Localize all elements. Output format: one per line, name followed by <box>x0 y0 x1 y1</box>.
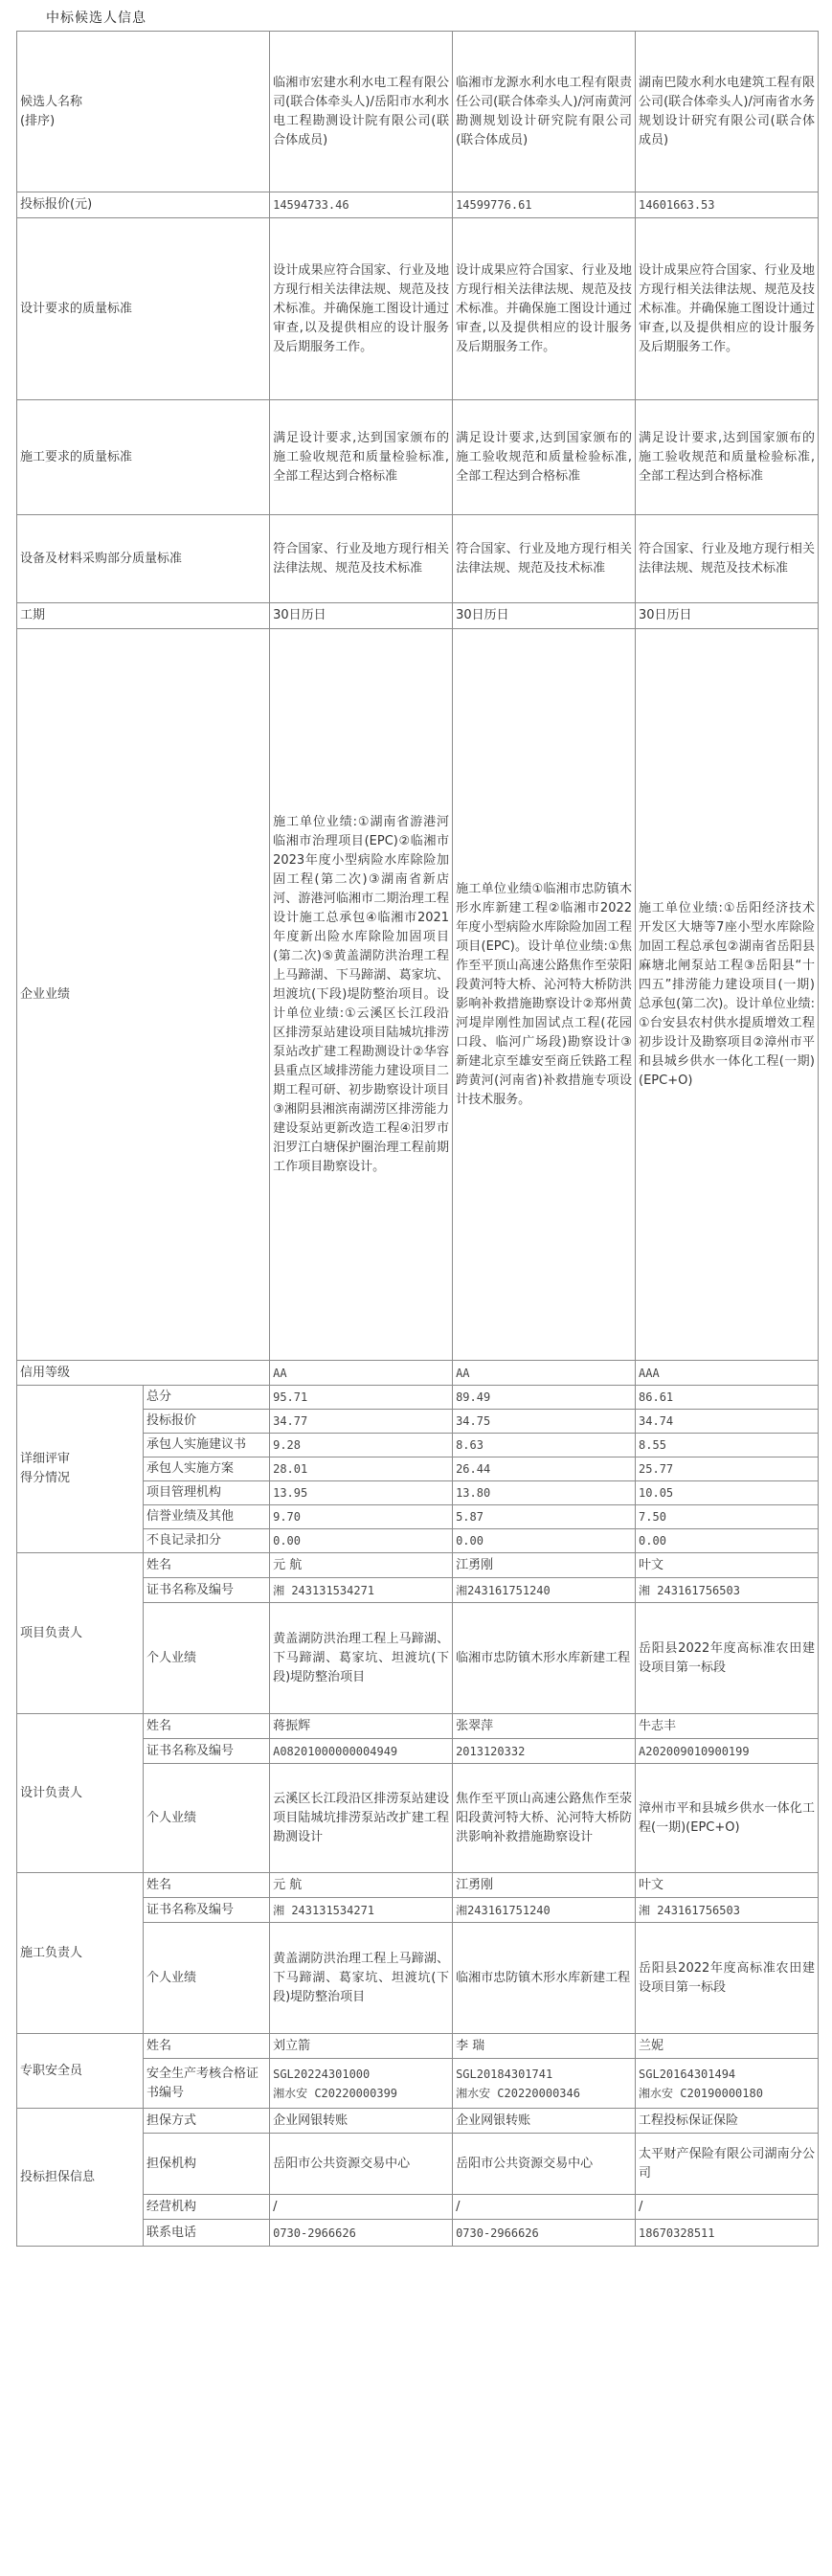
candidate-3-design-quality: 设计成果应符合国家、行业及地方现行相关法律法规、规范及技术标准。并确保施工图设计通过审查,以及提供相应的设计服务及后期服务工作。 <box>636 218 819 400</box>
safety-cert-line-1: SGL20164301494 <box>639 2067 736 2081</box>
label-guarantee: 投标担保信息 <box>17 2109 144 2247</box>
candidate-1-safety-officer-name: 刘立箭 <box>270 2034 453 2059</box>
candidate-3-guarantee-method: 工程投标保证保险 <box>636 2109 819 2134</box>
label-bid-price: 投标报价(元) <box>17 192 270 218</box>
label-period: 工期 <box>17 603 270 629</box>
row-guarantee-method <box>17 2109 819 2134</box>
candidate-2-bid-price: 14599776.61 <box>453 192 636 218</box>
candidate-3-score: 0.00 <box>636 1529 819 1553</box>
candidate-2-construction-leader-perf: 临湘市忠防镇木形水库新建工程 <box>453 1923 636 2034</box>
candidate-1-design-leader-name: 蒋振辉 <box>270 1714 453 1739</box>
candidate-3-design-leader-perf: 漳州市平和县城乡供水一体化工程(一期)(EPC+O) <box>636 1764 819 1873</box>
candidate-2-score: 5.87 <box>453 1505 636 1529</box>
label-guarantee-field: 经营机构 <box>144 2195 270 2220</box>
label-construction-leader: 施工负责人 <box>17 1873 144 2034</box>
candidate-1-guarantee-phone: 0730-2966626 <box>270 2220 453 2247</box>
candidate-1-guarantee-institution: 岳阳市公共资源交易中心 <box>270 2134 453 2195</box>
candidate-2-score: 13.80 <box>453 1481 636 1505</box>
candidate-3-credit: AAA <box>636 1361 819 1386</box>
candidate-2-design-leader-cert: 2013120332 <box>453 1739 636 1764</box>
candidate-2-period: 30日历日 <box>453 603 636 629</box>
label-person-perf: 个人业绩 <box>144 1603 270 1714</box>
candidate-1-guarantee-method: 企业网银转账 <box>270 2109 453 2134</box>
row-equipment-quality <box>17 515 819 603</box>
label-score-group: 详细评审 得分情况 <box>17 1386 144 1553</box>
candidate-3-construction-leader-cert: 湘 243161756503 <box>636 1898 819 1923</box>
label-score-item: 信誉业绩及其他 <box>144 1505 270 1529</box>
candidate-2-credit: AA <box>453 1361 636 1386</box>
candidate-2-guarantee-method: 企业网银转账 <box>453 2109 636 2134</box>
candidate-2-performance: 施工单位业绩①临湘市忠防镇木形水库新建工程②临湘市2022年度小型病险水库除险加固工程项目(EPC)。设计单位业绩:①焦作至平顶山高速公路焦作至荥阳段黄河特大桥、沁河特大桥防洪影响补救措施勘察设计②郑州黄河堤岸刚性加固试点工程(花园口段、临河广场段)勘察设计③新建北京至雄安至商丘铁路工程跨黄河(河南省)补救措施专项设计技术服务。 <box>453 629 636 1361</box>
label-person-name: 姓名 <box>144 1714 270 1739</box>
candidate-3-guarantee-institution: 太平财产保险有限公司湖南分公司 <box>636 2134 819 2195</box>
row-period <box>17 603 819 629</box>
label-person-cert: 证书名称及编号 <box>144 1898 270 1923</box>
candidate-2-score: 0.00 <box>453 1529 636 1553</box>
candidate-3-safety-officer-cert <box>636 2059 819 2109</box>
candidate-1-guarantee-operator: / <box>270 2195 453 2220</box>
candidate-1-credit: AA <box>270 1361 453 1386</box>
candidate-3-design-leader-name: 牛志丰 <box>636 1714 819 1739</box>
candidate-1-design-leader-perf: 云溪区长江段沿区排涝泵站建设项目陆城坑排涝泵站改扩建工程勘测设计 <box>270 1764 453 1873</box>
candidate-1-score: 34.77 <box>270 1410 453 1434</box>
row-design-leader-name <box>17 1714 819 1739</box>
candidate-1-period: 30日历日 <box>270 603 453 629</box>
label-project-leader: 项目负责人 <box>17 1553 144 1714</box>
candidate-1-score: 9.70 <box>270 1505 453 1529</box>
candidate-3-name: 湖南巴陵水利水电建筑工程有限公司(联合体牵头人)/河南省水务规划设计研究有限公司(联合体成员) <box>636 32 819 192</box>
label-design-quality: 设计要求的质量标准 <box>17 218 270 400</box>
row-score-total <box>17 1386 819 1410</box>
candidate-3-score: 86.61 <box>636 1386 819 1410</box>
safety-cert-line-2: 湘水安 C20220000399 <box>273 2086 398 2100</box>
candidate-3-construction-quality: 满足设计要求,达到国家颁布的施工验收规范和质量检验标准,全部工程达到合格标准 <box>636 400 819 515</box>
label-score-item: 投标报价 <box>144 1410 270 1434</box>
candidate-3-guarantee-phone: 18670328511 <box>636 2220 819 2247</box>
section-caption: 中标候选人信息 <box>46 11 146 26</box>
candidate-1-construction-leader-cert: 湘 243131534271 <box>270 1898 453 1923</box>
row-performance <box>17 629 819 1361</box>
candidate-2-equipment-quality: 符合国家、行业及地方现行相关法律法规、规范及技术标准 <box>453 515 636 603</box>
label-person-perf: 个人业绩 <box>144 1923 270 2034</box>
safety-cert-line-2: 湘水安 C20220000346 <box>456 2086 580 2100</box>
candidate-2-construction-leader-name: 江勇刚 <box>453 1873 636 1898</box>
label-safety-officer: 专职安全员 <box>17 2034 144 2109</box>
candidate-3-design-leader-cert: A202009010900199 <box>636 1739 819 1764</box>
candidate-1-score: 95.71 <box>270 1386 453 1410</box>
candidate-2-name: 临湘市龙源水利水电工程有限责任公司(联合体牵头人)/河南黄河勘测规划设计研究院有限公司(联合体成员) <box>453 32 636 192</box>
candidate-1-safety-officer-cert <box>270 2059 453 2109</box>
candidate-3-construction-leader-perf: 岳阳县2022年度高标准农田建设项目第一标段 <box>636 1923 819 2034</box>
row-construction-leader-name <box>17 1873 819 1898</box>
label-person-cert: 证书名称及编号 <box>144 1739 270 1764</box>
candidate-1-score: 28.01 <box>270 1457 453 1481</box>
candidate-2-score: 8.63 <box>453 1434 636 1457</box>
candidate-3-score: 7.50 <box>636 1505 819 1529</box>
candidate-2-score: 89.49 <box>453 1386 636 1410</box>
candidate-2-design-quality: 设计成果应符合国家、行业及地方现行相关法律法规、规范及技术标准。并确保施工图设计通过审查,以及提供相应的设计服务及后期服务工作。 <box>453 218 636 400</box>
label-performance: 企业业绩 <box>17 629 270 1361</box>
candidate-3-period: 30日历日 <box>636 603 819 629</box>
candidate-2-safety-officer-name: 李 瑞 <box>453 2034 636 2059</box>
label-score-item: 承包人实施建议书 <box>144 1434 270 1457</box>
safety-cert-line-1: SGL20184301741 <box>456 2067 553 2081</box>
candidate-2-project-leader-name: 江勇刚 <box>453 1553 636 1578</box>
candidate-1-score: 13.95 <box>270 1481 453 1505</box>
candidate-1-performance: 施工单位业绩:①湖南省游港河临湘市治理项目(EPC)②临湘市2023年度小型病险水库除险加固工程(第二次)③湖南省新店河、游港河临湘市二期治理工程设计施工总承包④临湘市2021年度新出险水库除险加固项目(第二次)⑤黄盖湖防洪治理工程上马蹄湖、下马蹄湖、葛家坑、坦渡坑(下段)堤防整治项目。设计单位业绩:①云溪区长江段沿区排涝泵站建设项目陆城坑排涝泵站改扩建工程勘测设计②华容县重点区域排涝能力建设项目二期工程可研、初步勘察设计项目③湘阴县湘滨南湖涝区排涝能力建设泵站更新改造工程④汨罗市汨罗江白塘保护圈治理工程前期工作项目勘察设计。 <box>270 629 453 1361</box>
label-guarantee-field: 担保方式 <box>144 2109 270 2134</box>
label-person-name: 姓名 <box>144 1873 270 1898</box>
candidate-3-safety-officer-name: 兰妮 <box>636 2034 819 2059</box>
candidate-3-score: 25.77 <box>636 1457 819 1481</box>
candidate-2-guarantee-institution: 岳阳市公共资源交易中心 <box>453 2134 636 2195</box>
candidate-3-construction-leader-name: 叶文 <box>636 1873 819 1898</box>
candidate-2-guarantee-phone: 0730-2966626 <box>453 2220 636 2247</box>
candidate-1-design-leader-cert: A0820100000000494​9 <box>270 1739 453 1764</box>
label-construction-quality: 施工要求的质量标准 <box>17 400 270 515</box>
candidate-3-bid-price: 14601663.53 <box>636 192 819 218</box>
candidate-2-guarantee-operator: / <box>453 2195 636 2220</box>
label-equipment-quality: 设备及材料采购部分质量标准 <box>17 515 270 603</box>
row-candidate-name <box>17 32 819 192</box>
candidate-1-project-leader-cert: 湘 243131534271 <box>270 1578 453 1603</box>
bid-candidates-table <box>16 31 819 2247</box>
candidate-1-bid-price: 14594733.46 <box>270 192 453 218</box>
candidate-2-project-leader-perf: 临湘市忠防镇木形水库新建工程 <box>453 1603 636 1714</box>
safety-cert-line-2: 湘水安 C20190000180 <box>639 2086 763 2100</box>
candidate-3-project-leader-perf: 岳阳县2022年度高标准农田建设项目第一标段 <box>636 1603 819 1714</box>
candidate-1-construction-leader-perf: 黄盖湖防洪治理工程上马蹄湖、下马蹄湖、葛家坑、坦渡坑(下段)堤防整治项目 <box>270 1923 453 2034</box>
label-guarantee-field: 联系电话 <box>144 2220 270 2247</box>
candidate-2-construction-quality: 满足设计要求,达到国家颁布的施工验收规范和质量检验标准,全部工程达到合格标准 <box>453 400 636 515</box>
candidate-2-design-leader-name: 张翠萍 <box>453 1714 636 1739</box>
row-design-quality <box>17 218 819 400</box>
label-guarantee-field: 担保机构 <box>144 2134 270 2195</box>
candidate-1-project-leader-perf: 黄盖湖防洪治理工程上马蹄湖、下马蹄湖、葛家坑、坦渡坑(下段)堤防整治项目 <box>270 1603 453 1714</box>
candidate-1-score: 0.00 <box>270 1529 453 1553</box>
row-safety-officer-name <box>17 2034 819 2059</box>
candidate-1-equipment-quality: 符合国家、行业及地方现行相关法律法规、规范及技术标准 <box>270 515 453 603</box>
candidate-1-construction-leader-name: 元 航 <box>270 1873 453 1898</box>
candidate-1-name: 临湘市宏建水利水电工程有限公司(联合体牵头人)/岳阳市水利水电工程勘测设计院有限公司(联合体成员) <box>270 32 453 192</box>
label-candidate-name: 候选人名称 (排序) <box>17 32 270 192</box>
candidate-1-design-quality: 设计成果应符合国家、行业及地方现行相关法律法规、规范及技术标准。并确保施工图设计通过审查,以及提供相应的设计服务及后期服务工作。 <box>270 218 453 400</box>
candidate-3-score: 10.05 <box>636 1481 819 1505</box>
candidate-2-score: 34.75 <box>453 1410 636 1434</box>
label-score-item: 承包人实施方案 <box>144 1457 270 1481</box>
label-person-name: 姓名 <box>144 2034 270 2059</box>
candidate-1-construction-quality: 满足设计要求,达到国家颁布的施工验收规范和质量检验标准,全部工程达到合格标准 <box>270 400 453 515</box>
label-person-cert: 证书名称及编号 <box>144 1578 270 1603</box>
candidate-2-project-leader-cert: 湘243161751240 <box>453 1578 636 1603</box>
candidate-2-design-leader-perf: 焦作至平顶山高速公路焦作至荥阳段黄河特大桥、沁河特大桥防洪影响补救措施勘察设计 <box>453 1764 636 1873</box>
candidate-3-score: 8.55 <box>636 1434 819 1457</box>
candidate-3-guarantee-operator: / <box>636 2195 819 2220</box>
candidate-3-project-leader-cert: 湘 243161756503 <box>636 1578 819 1603</box>
candidate-2-score: 26.44 <box>453 1457 636 1481</box>
candidate-3-equipment-quality: 符合国家、行业及地方现行相关法律法规、规范及技术标准 <box>636 515 819 603</box>
label-score-item: 不良记录扣分 <box>144 1529 270 1553</box>
candidate-2-construction-leader-cert: 湘243161751240 <box>453 1898 636 1923</box>
row-credit <box>17 1361 819 1386</box>
label-person-name: 姓名 <box>144 1553 270 1578</box>
safety-cert-line-1: SGL20224301000 <box>273 2067 371 2081</box>
candidate-1-project-leader-name: 元 航 <box>270 1553 453 1578</box>
candidate-2-safety-officer-cert <box>453 2059 636 2109</box>
label-credit: 信用等级 <box>17 1361 270 1386</box>
label-person-perf: 个人业绩 <box>144 1764 270 1873</box>
label-score-item: 总分 <box>144 1386 270 1410</box>
row-construction-quality <box>17 400 819 515</box>
label-design-leader: 设计负责人 <box>17 1714 144 1873</box>
row-project-leader-name <box>17 1553 819 1578</box>
candidate-3-project-leader-name: 叶文 <box>636 1553 819 1578</box>
label-safety-cert: 安全生产考核合格证书编号 <box>144 2059 270 2109</box>
candidate-3-performance: 施工单位业绩:①岳阳经济技术开发区大塘等7座小型水库除险加固工程总承包②湖南省岳阳县麻塘北闸泵站工程③岳阳县“十四五”排涝能力建设项目(一期)总承包(第二次)。设计单位业绩:①台安县农村供水提质增效工程初步设计及勘察项目②漳州市平和县城乡供水一体化工程(一期)(EPC+O) <box>636 629 819 1361</box>
candidate-1-score: 9.28 <box>270 1434 453 1457</box>
label-score-item: 项目管理机构 <box>144 1481 270 1505</box>
row-bid-price <box>17 192 819 218</box>
candidate-3-score: 34.74 <box>636 1410 819 1434</box>
